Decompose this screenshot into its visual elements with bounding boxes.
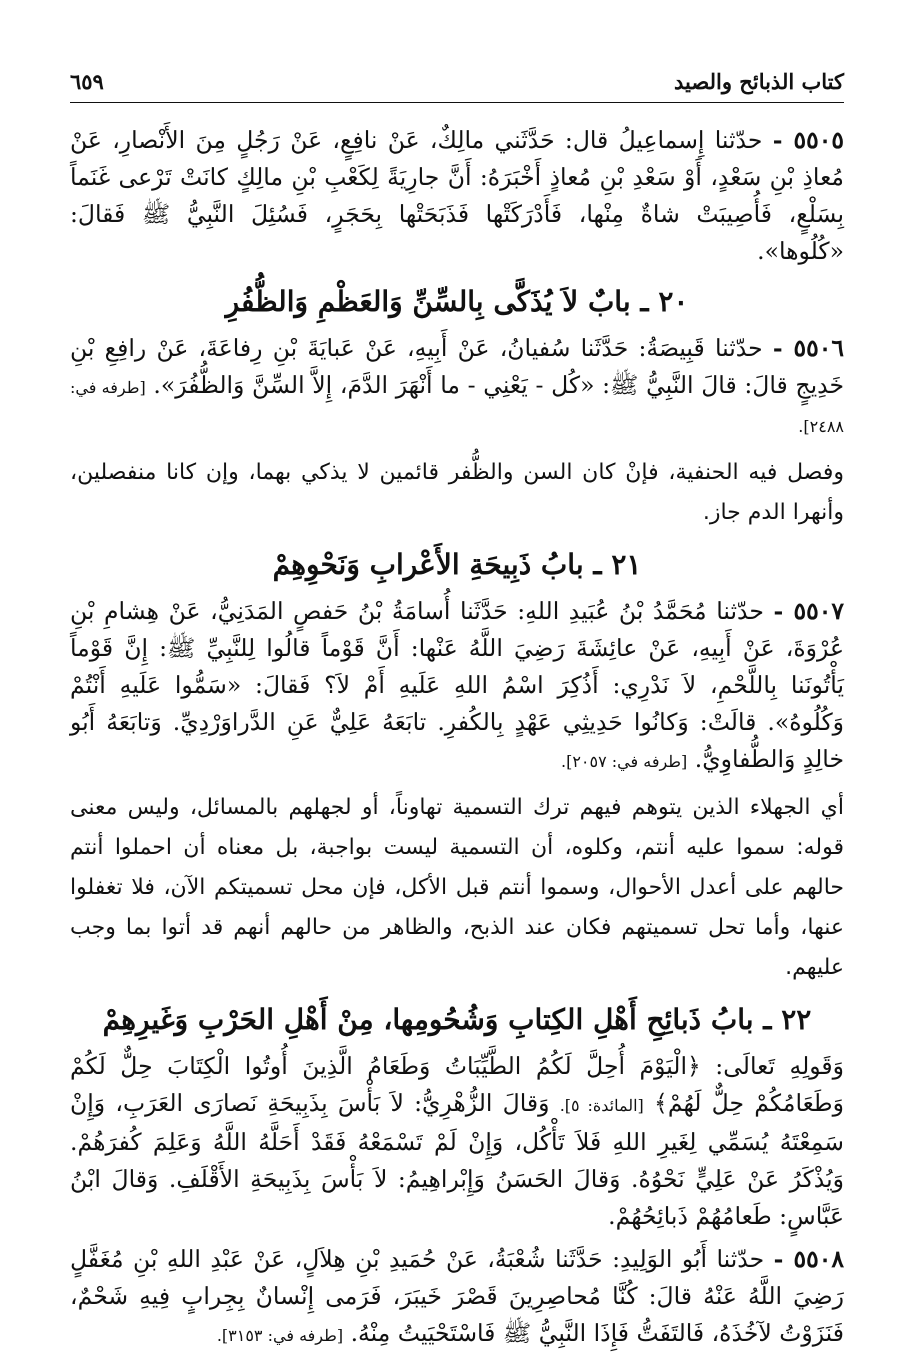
hadith-text: حدّثنا أَبُو الوَلِيدِ: حَدَّثَنا شُعْبَةُ، عَنْ حُمَيدِ بْنِ هِلاَلٍ، عَنْ عَبْدِ اللهِ بْنِ مُغَفَّلٍ رَضِيَ اللَّهُ عَنْهُ قالَ: كُنَّا مُحاصِرِينَ قَصْرَ خَيبَرَ، فَرَمى إِنْسانٌ بِجِرابٍ فِيهِ شَحْمٌ، فَنَزَوْتُ لآخُذَهُ، فَالتَفَتُّ فَإِذَا النَّبِيُّ ﷺ فَاسْتَحْيَيتُ مِنْهُ.	[70, 1245, 844, 1347]
verse-reference: [المائدة: ٥].	[559, 1096, 644, 1115]
chapter-heading-22: ٢٢ ـ بابُ ذَبائِحِ أَهْلِ الكِتابِ وَشُحُومِها، مِنْ أَهْلِ الحَرْبِ وَغَيرِهِمْ	[102, 1003, 812, 1036]
commentary-1: وفصل فيه الحنفية، فإنْ كان السن والظُّفر قائمين لا يذكي بهما، وإن كانا منفصلين، وأنهرا الدم جاز.	[70, 460, 844, 525]
hadith-number: ٥٥٠٦ -	[772, 334, 844, 362]
hadith-text: حدّثنا مُحَمَّدُ بْنُ عُبَيدِ اللهِ: حَدَّثَنا أُسامَةُ بْنُ حَفصٍ المَدَنِيُّ، عَنْ هِشامِ بْنِ عُرْوَةَ، عَنْ أَبِيهِ، عَنْ عائِشَةَ رَضِيَ اللَّهُ عَنْها: أَنَّ قَوْماً قالُوا لِلنَّبِيِّ ﷺ: إِنَّ قَوْماً يَأْتُونَنا بِاللَّحْمِ، لاَ نَدْرِي: أَذُكِرَ اسْمُ اللهِ عَلَيهِ أَمْ لاَ؟ فَقالَ: «سَمُّوا عَلَيهِ أَنْتُمْ وَكُلُوهُ». قالَتْ: وَكانُوا حَدِيثِي عَهْدٍ بِالكُفرِ. تابَعَهُ عَلِيٌّ عَنِ الدَّراوَرْدِيِّ. وَتابَعَهُ أَبُو خالِدٍ وَالطُّفاوِيُّ.	[70, 597, 844, 773]
hadith-5506	[70, 330, 844, 445]
hadith-number: ٥٥٠٧ -	[773, 597, 844, 625]
hadith-5505	[70, 122, 844, 270]
hadith-5507	[70, 593, 844, 780]
hadith-number: ٥٥٠٨ -	[773, 1245, 844, 1273]
quran-verse: وَقَولِهِ تَعالَى: ﴿الْيَوْمَ أُحِلَّ لَكُمُ الطَّيِّبَاتُ وَطَعَامُ الَّذِينَ أُوتُوا الْكِتَابَ حِلٌّ لَكُمْ وَطَعَامُكُمْ حِلٌّ لَهُمْ﴾	[70, 1052, 844, 1117]
quran-verse-paragraph	[70, 1048, 844, 1235]
chapter-heading-20: ٢٠ ـ بابٌ لاَ يُذَكَّى بِالسِّنِّ وَالعَظْمِ وَالظُّفُرِ	[225, 285, 689, 318]
cross-reference: [طرفه في: ٣١٥٣].	[216, 1326, 344, 1345]
hadith-text: حدّثنا قَبِيصَةُ: حَدَّثَنا سُفيانُ، عَنْ أَبِيهِ، عَنْ عَبايَةَ بْنِ رِفاعَةَ، عَنْ رافِعِ بْنِ خَدِيجٍ قالَ: قالَ النَّبِيُّ ﷺ: «كُل - يَعْنِي - ما أَنْهَرَ الدَّمَ، إِلاَّ السِّنَّ وَالظُّفُرَ».	[70, 334, 844, 399]
chapter-heading-21: ٢١ ـ بابُ ذَبِيحَةِ الأَعْرابِ وَنَحْوِهِمْ	[272, 548, 642, 581]
hadith-number: ٥٥٠٥ -	[772, 126, 844, 154]
page-content	[70, 122, 844, 1360]
cross-reference: [طرفه في: ٢٠٥٧].	[561, 752, 688, 771]
page-number: ٦٥٩	[70, 69, 104, 94]
athar-text: وَقالَ الزُّهْرِيُّ: لاَ بَأْسَ بِذَبِيحَةِ نَصارَى العَرَبِ، وَإِنْ سَمِعْتَهُ يُسَمِّي لِغَيرِ اللهِ فَلاَ تَأْكُل، وَإِنْ لَمْ تَسْمَعْهُ فَقَدْ أَحَلَّهُ اللَّهُ وَعَلِمَ كُفرَهُمْ. وَيُذْكَرُ عَنْ عَلِيٍّ نَحْوُهُ. وَقالَ الحَسَنُ وَإِبْراهِيمُ: لاَ بَأْسَ بِذَبِيحَةِ الأَقْلَفِ. وَقالَ ابْنُ عَبَّاسٍ: طَعامُهُمْ ذَبائِحُهُمْ.	[70, 1089, 844, 1230]
cross-reference: [طرفه في: ٢٤٨٨].	[70, 378, 844, 436]
hadith-text: حدّثنا إِسماعِيلُ قال: حَدَّثَني مالِكٌ، عَنْ نافِعٍ، عَنْ رَجُلٍ مِنَ الأَنْصارِ، عَنْ مُعاذِ بْنِ سَعْدٍ، أَوْ سَعْدِ بْنِ مُعاذٍ أَخْبَرَهُ: أَنَّ جارِيَةً لِكَعْبِ بْنِ مالِكٍ كانَتْ تَرْعى غَنَماً بِسَلْعٍ، فَأُصِيبَتْ شاةٌ مِنْها، فَأَدْرَكَتْها فَذَبَحَتْها بِحَجَرٍ، فَسُئِلَ النَّبِيُّ ﷺ فَقالَ: «كُلُوها».	[70, 126, 844, 265]
page-header	[70, 64, 844, 103]
hadith-5508	[70, 1241, 844, 1354]
chapter-title: كتاب الذبائح والصيد	[674, 69, 844, 94]
commentary-2: أي الجهلاء الذين يتوهم فيهم ترك التسمية تهاوناً، أو لجهلهم بالمسائل، وليس معنى قوله: سموا عليه أنتم، وكلوه، أن التسمية ليست بواجبة، بل معناه أن احملوا أنتم حالهم على أعدل الأحوال، وسموا أنتم قبل الأكل، فإن محل تسميتكم الآن، فلا تغفلوا عنها، وأما تحل تسميتهم فكان عند الذبح، والظاهر من حالهم أنهم قد أتوا بما وجب عليهم.	[70, 795, 844, 980]
